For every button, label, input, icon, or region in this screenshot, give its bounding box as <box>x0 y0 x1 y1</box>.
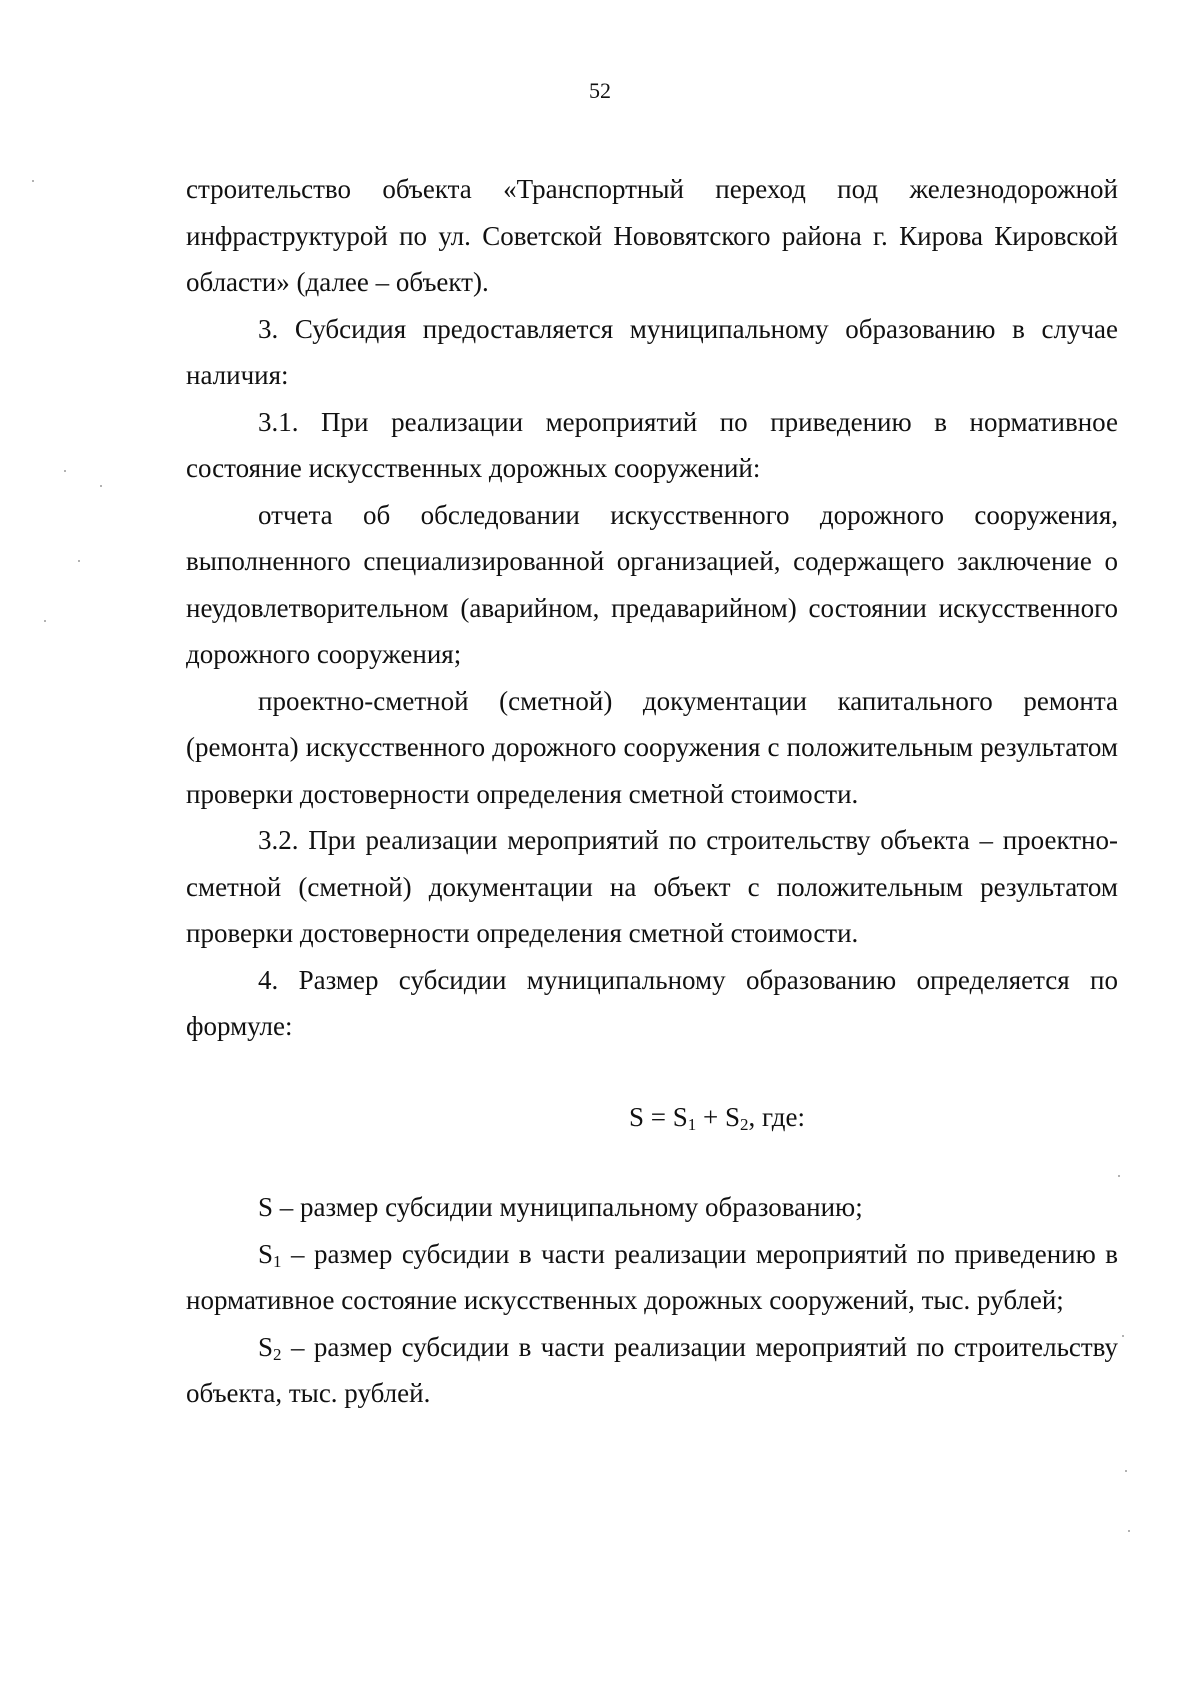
definition-s <box>186 1184 1118 1231</box>
paragraph-design-documentation: проектно-сметной (сметной) документации капитального ремонта (ремонта) искусственного дорожного сооружения с положительным результатом проверки достоверности определения сметной стоимости. <box>186 685 1118 809</box>
paragraph-survey-report: отчета об обследовании искусственного дорожного сооружения, выполненного специализированной организацией, содержащего заключение о неудовлетворительном (аварийном, предаварийном) состоянии искусственного дорожного сооружения; <box>186 499 1118 669</box>
paragraph-4: 4. Размер субсидии муниципальному образованию определяется по формуле: <box>186 964 1118 1041</box>
definition-symbol: S <box>258 1238 274 1269</box>
formula-tail: , где: <box>748 1101 805 1132</box>
paragraph-3: 3. Субсидия предоставляется муниципальному образованию в случае наличия: <box>186 313 1118 390</box>
definition-symbol: S <box>258 1331 274 1362</box>
definition-s1 <box>186 1231 1118 1324</box>
document-body <box>186 166 1118 1417</box>
scan-speck <box>1128 1530 1130 1532</box>
scan-speck <box>64 470 66 472</box>
subsidy-formula <box>186 1094 1118 1141</box>
scan-speck <box>78 560 80 562</box>
formula-s1-subscript: 1 <box>687 1114 697 1134</box>
formula-equals: = <box>644 1101 673 1132</box>
paragraph-object-description: строительство объекта «Транспортный переход под железнодорожной инфраструктурой по ул. Советской Нововятского района г. Кирова Кировской области» (далее – объект). <box>186 174 1118 297</box>
scan-speck <box>32 180 34 182</box>
paragraph-3-2: 3.2. При реализации мероприятий по строительству объекта – проектно-сметной (сметной) документации на объект с положительным результатом проверки достоверности определения сметной стоимости. <box>186 825 1118 948</box>
definition-text: – размер субсидии муниципальному образованию; <box>273 1192 863 1222</box>
formula-lhs: S <box>628 1101 645 1132</box>
definition-text: – размер субсидии в части реализации мероприятий по строительству объекта, тыс. рублей. <box>186 1331 1118 1408</box>
paragraph-3-1: 3.1. При реализации мероприятий по приведению в нормативное состояние искусственных дорожных сооружений: <box>186 406 1118 483</box>
formula-s2-symbol: S <box>725 1101 741 1132</box>
scan-speck <box>1122 1335 1124 1337</box>
formula-s2-subscript: 2 <box>740 1114 749 1134</box>
definition-s2 <box>186 1324 1118 1417</box>
definition-subscript: 1 <box>273 1251 282 1271</box>
definition-subscript: 2 <box>273 1344 282 1364</box>
scan-speck <box>44 620 46 622</box>
formula-plus: + <box>696 1101 726 1132</box>
formula-s1-symbol: S <box>672 1101 688 1132</box>
scan-speck <box>1125 1470 1127 1472</box>
definition-text: – размер субсидии в части реализации мероприятий по приведению в нормативное состояние искусственных дорожных сооружений, тыс. рублей; <box>186 1238 1118 1315</box>
scan-speck <box>1118 1175 1120 1177</box>
page-number: 52 <box>589 78 611 103</box>
scan-speck <box>100 485 102 487</box>
definition-symbol: S <box>258 1192 274 1222</box>
